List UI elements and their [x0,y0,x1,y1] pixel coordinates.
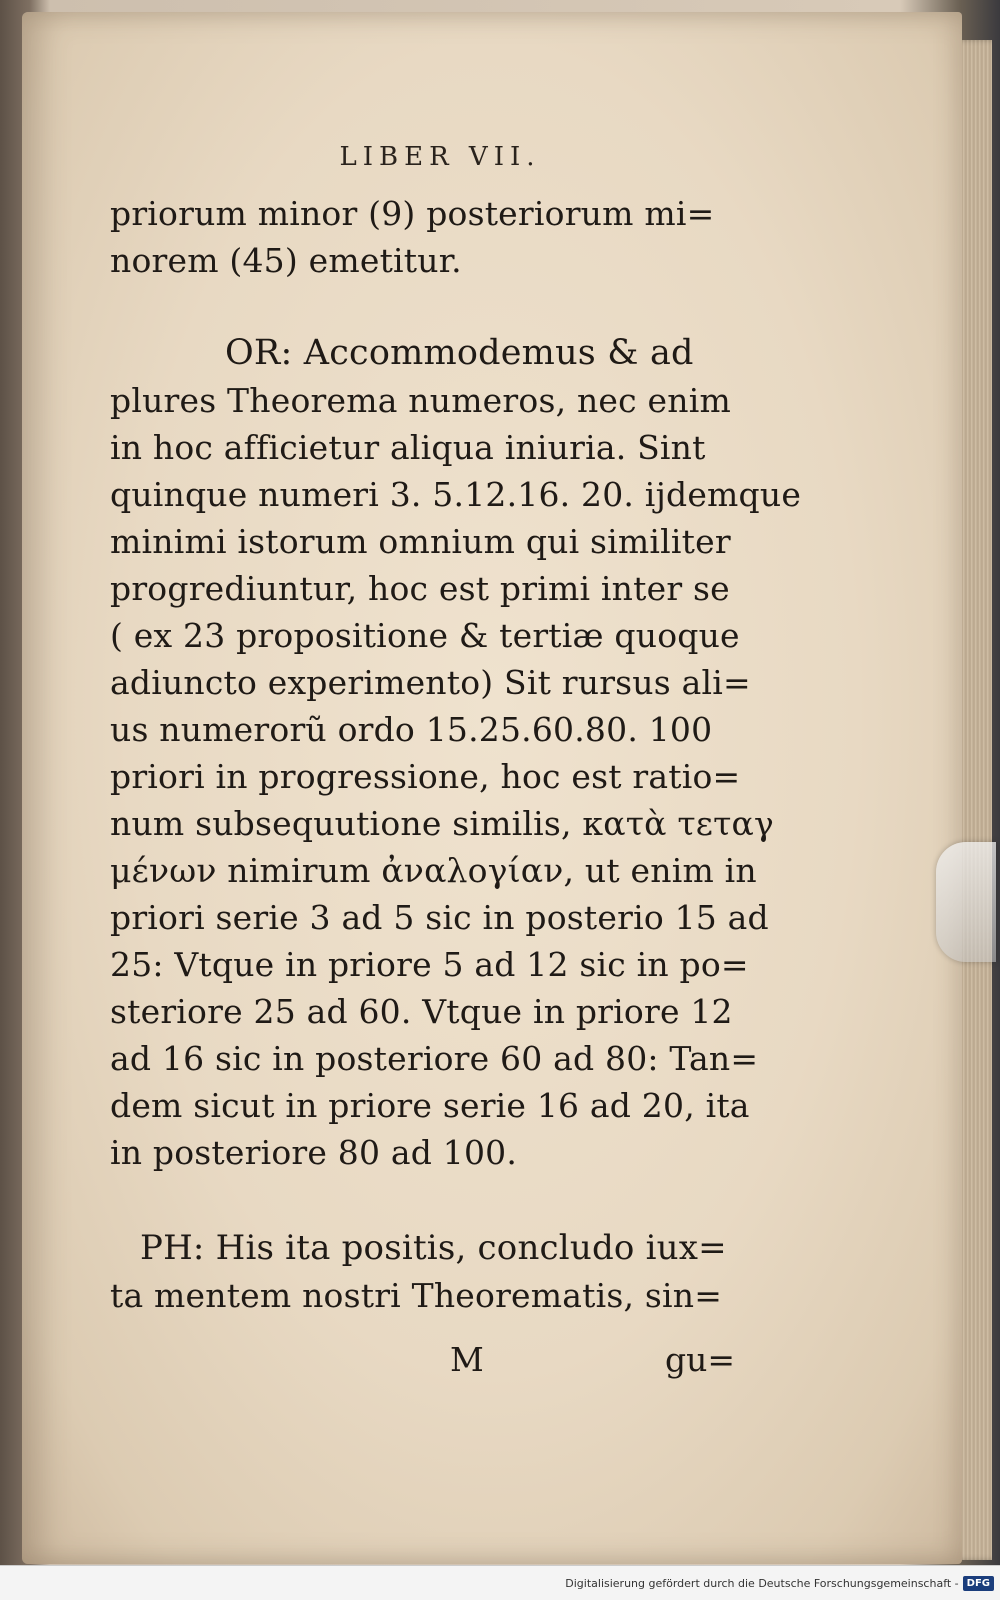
line-11: us numerorũ ordo 15.25.60.80. 100 [110,710,713,749]
line-6: quinque numeri 3. 5.12.16. 20. ijdemque [110,475,802,514]
line-2: norem (45) emetitur. [110,241,462,280]
line-7: minimi istorum omnium qui similiter [110,522,731,561]
line-18: ad 16 sic in posteriore 60 ad 80: Tan= [110,1039,759,1078]
line-5: in hoc afficietur aliqua iniuria. Sint [110,428,706,467]
line-22: ta mentem nostri Theorematis, sin= [110,1276,723,1315]
line-1: priorum minor (9) posteriorum mi= [110,194,715,233]
line-9: ( ex 23 propositione & tertiæ quoque [110,616,740,655]
line-13: num subsequutione similis, κατὰ τεταγ [110,804,774,843]
line-12: priori in progressione, hoc est ratio= [110,757,741,796]
catchword: gu= [665,1340,736,1379]
line-4: plures Theorema numeros, nec enim [110,381,731,420]
line-20: in posteriore 80 ad 100. [110,1133,518,1172]
line-10: adiuncto experimento) Sit rursus ali= [110,663,751,702]
line-8: progrediuntur, hoc est primi inter se [110,569,730,608]
digitization-footer [0,1565,1000,1600]
line-21: PH: His ita positis, concludo iux= [140,1228,727,1268]
line-19: dem sicut in priore serie 16 ad 20, ita [110,1086,750,1125]
dfg-logo: DFG [963,1576,994,1591]
line-16: 25: Vtque in priore 5 ad 12 sic in po= [110,945,749,984]
line-15: priori serie 3 ad 5 sic in posterio 15 ad [110,898,769,937]
page-clip [936,842,996,962]
line-14: μένων nimirum ἀναλογίαν, ut enim in [110,851,757,890]
line-3: OR: Accommodemus & ad [225,333,694,373]
footer-credit: Digitalisierung gefördert durch die Deutsche Forschungsgemeinschaft - [565,1576,959,1590]
running-head: LIBER VII. [339,142,541,172]
signature-mark: M [450,1340,484,1379]
line-17: steriore 25 ad 60. Vtque in priore 12 [110,992,733,1031]
